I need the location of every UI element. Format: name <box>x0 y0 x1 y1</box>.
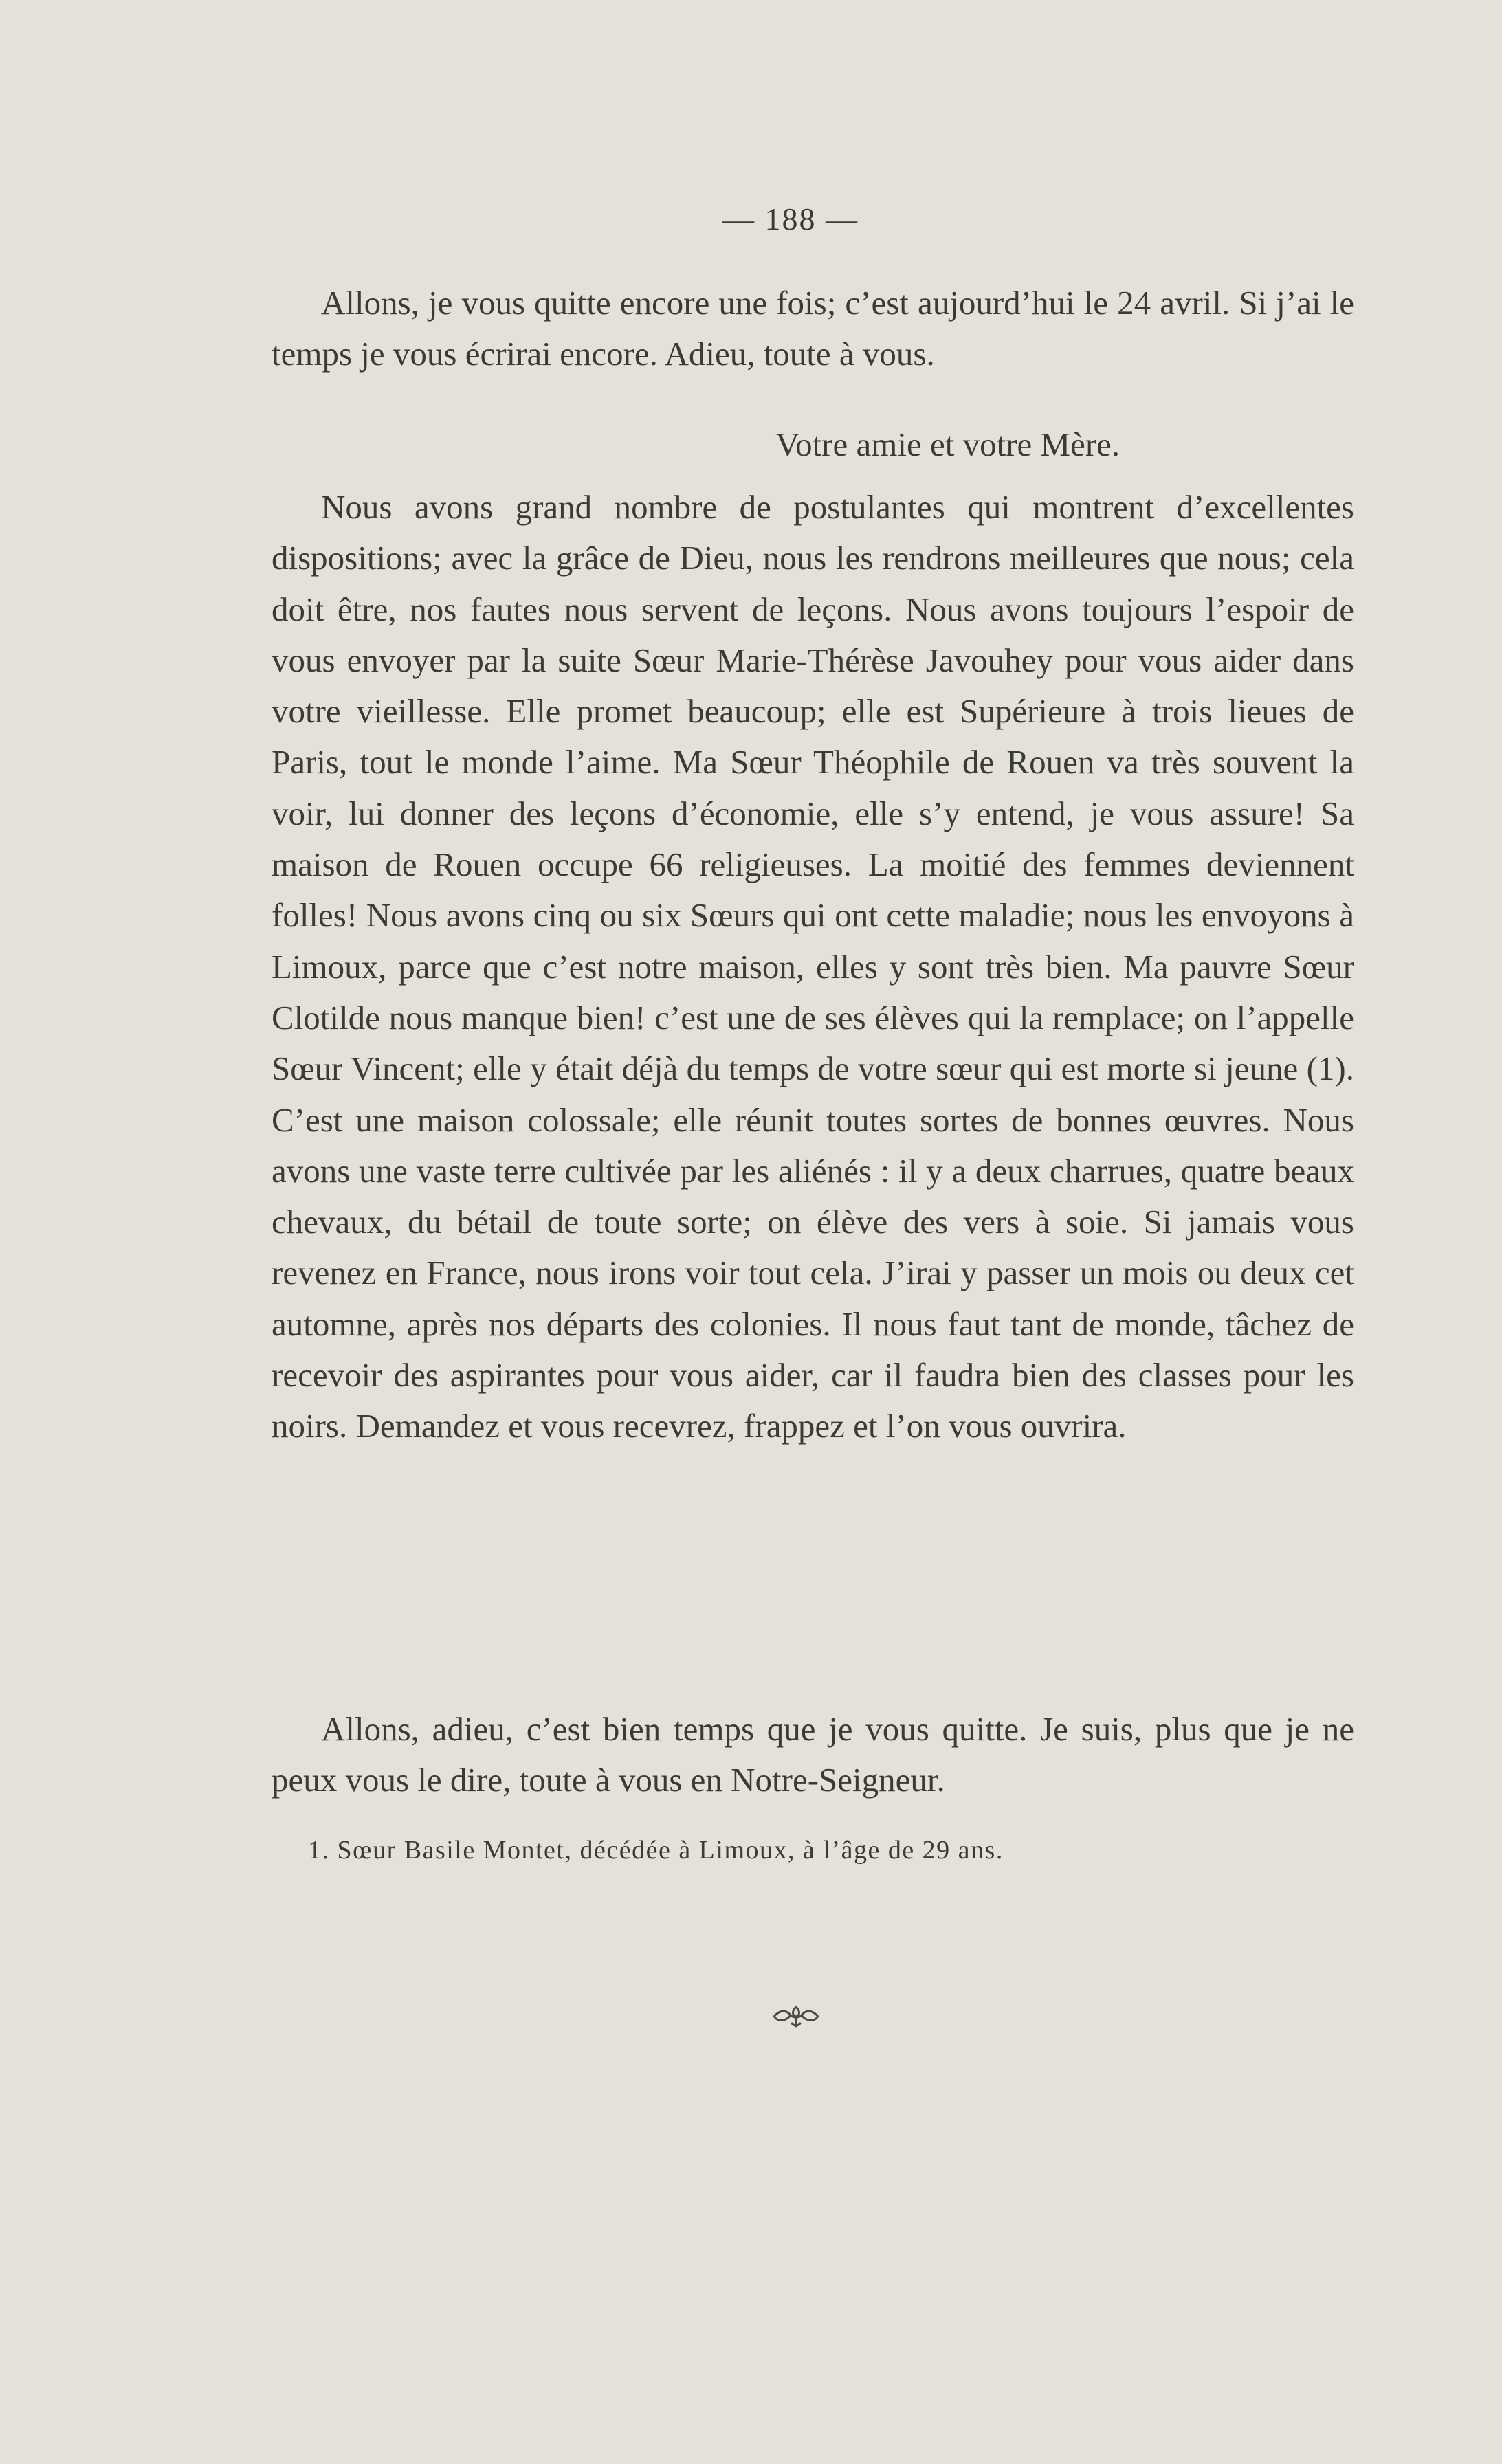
letter-signature: Votre amie et votre Mère. <box>775 425 1120 463</box>
fleuron-ornament-icon <box>771 2004 821 2029</box>
page-number: — 188 — <box>722 201 859 236</box>
footnote: 1. Sœur Basile Montet, décédée à Limoux, à l’âge de 29 ans. <box>308 1836 1004 1865</box>
paragraph-2 <box>272 482 1354 1452</box>
paragraph-3-text: Allons, adieu, c’est bien temps que je vous quitte. Je suis, plus que je ne peux vous le dire, toute à vous en Notre-Seigneur. <box>272 1710 1354 1799</box>
paragraph-3 <box>272 1704 1354 1806</box>
paragraph-2-text: Nous avons grand nombre de postulantes qui montrent d’excellentes dispositions; avec la grâce de Dieu, nous les rendrons meilleures que nous; cela doit être, nos fautes nous servent de leçons. Nous avons toujours l’espoir de vous envoyer par la suite Sœur Marie-Thérèse Javouhey pour vous aider dans votre vieillesse. Elle promet beaucoup; elle est Supérieure à trois lieues de Paris, tout le monde l’aime. Ma Sœur Théophile de Rouen va très souvent la voir, lui donner des leçons d’économie, elle s’y entend, je vous assure! Sa maison de Rouen occupe 66 religieuses. La moitié des femmes deviennent folles! Nous avons cinq ou six Sœurs qui ont cette maladie; nous les envoyons à Limoux, parce que c’est notre maison, elles y sont très bien. Ma pauvre Sœur Clotilde nous manque bien! c’est une de ses élèves qui la remplace; on l’appelle Sœur Vincent; elle y était déjà du temps de votre sœur qui est morte si jeune (1). C’est une maison colossale; elle réunit toutes sortes de bonnes œuvres. Nous avons une vaste terre cultivée par les aliénés : il y a deux charrues, quatre beaux chevaux, du bétail de toute sorte; on élève des vers à soie. Si jamais vous revenez en France, nous irons voir tout cela. J’irai y passer un mois ou deux cet automne, après nos départs des colonies. Il nous faut tant de monde, tâchez de recevoir des aspirantes pour vous aider, car il faudra bien des classes pour les noirs. Demandez et vous recevrez, frappez et l’on vous ouvrira. <box>272 488 1354 1445</box>
paragraph-1 <box>272 278 1354 380</box>
paragraph-1-text: Allons, je vous quitte encore une fois; c’est aujourd’hui le 24 avril. Si j’ai le temps je vous écrirai encore. Adieu, toute à vous. <box>272 284 1354 373</box>
